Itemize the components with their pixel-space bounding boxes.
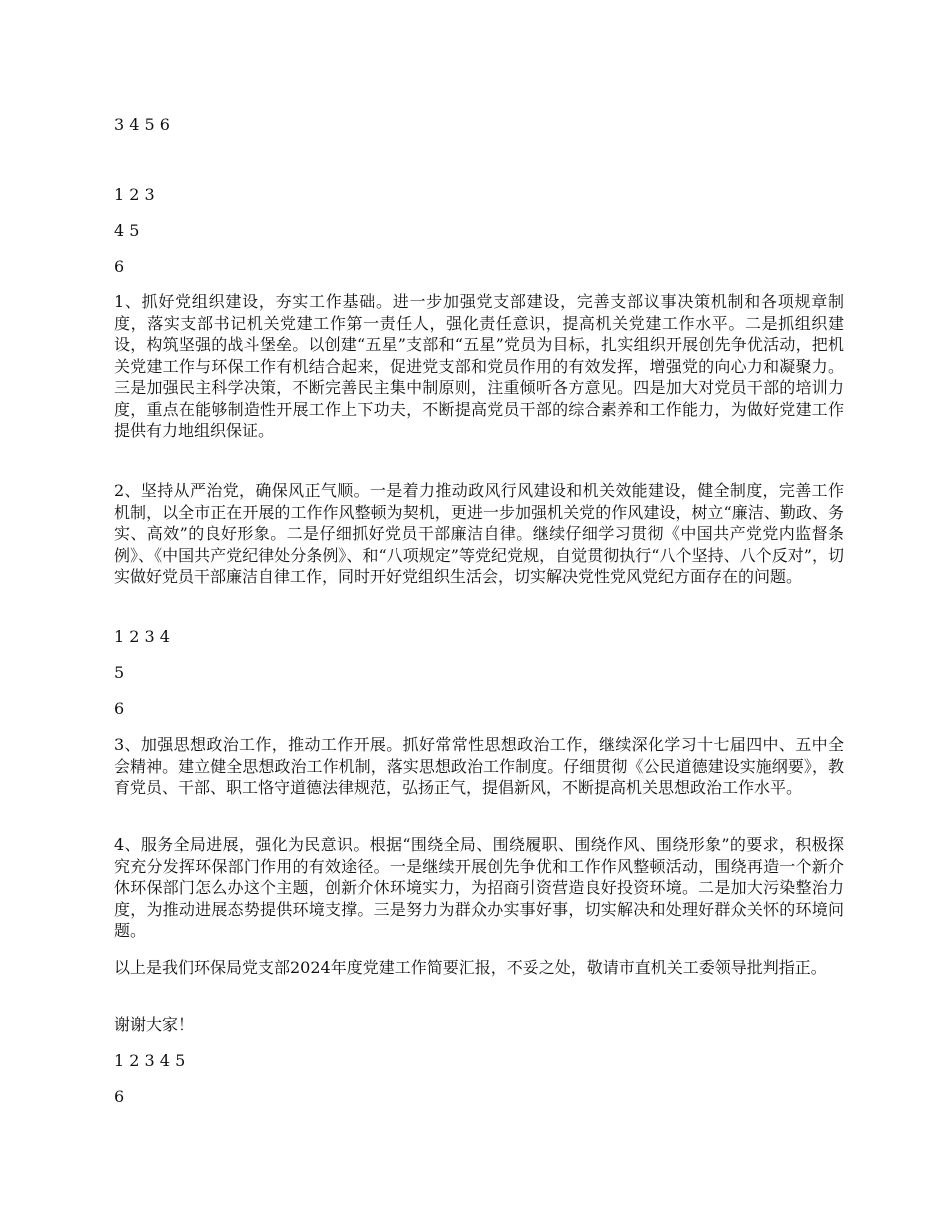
page-number-line: 6	[114, 257, 125, 276]
paragraph-serve-overall: 4、服务全局进展，强化为民意识。根据“围绕全局、围绕履职、围绕作风、围绕形象”的要求，积极探究充分发挥环保部门作用的有效途径。一是继续开展创先争优和工作作风整顿活动，围绕再造一个新介休环保部门怎么办这个主题，创新介休环境实力，为招商引资营造良好投资环境。二是加大污染整治力度，为推动进展态势提供环境支撑。三是努力为群众办实事好事，切实解决和处理好群众关怀的环境问题。	[114, 835, 844, 940]
page-number-line: 6	[114, 1087, 125, 1106]
page-number-line: 4 5	[114, 221, 140, 240]
page-number-line: 1 2 3	[114, 185, 155, 204]
page-number-line: 5	[114, 663, 125, 682]
page-number-line: 1 2 3 4	[114, 627, 170, 646]
paragraph-party-organization: 1、抓好党组织建设，夯实工作基础。进一步加强党支部建设，完善支部议事决策机制和各项规章制度，落实支部书记机关党建工作第一责任人，强化责任意识，提高机关党建工作水平。二是抓组织建设，构筑坚强的战斗堡垒。以创建“五星”支部和“五星”党员为目标，扎实组织开展创先争优活动，把机关党建工作与环保工作有机结合起来，促进党支部和党员作用的有效发挥，增强党的向心力和凝聚力。三是加强民主科学决策，不断完善民主集中制原则，注重倾听各方意见。四是加大对党员干部的培训力度，重点在能够制造性开展工作上下功夫，不断提高党员干部的综合素养和工作能力，为做好党建工作提供有力地组织保证。	[114, 292, 844, 440]
paragraph-political-work: 3、加强思想政治工作，推动工作开展。抓好常常性思想政治工作，继续深化学习十七届四中、五中全会精神。建立健全思想政治工作机制，落实思想政治工作制度。仔细贯彻《公民道德建设实施纲要》，教育党员、干部、职工恪守道德法律规范，弘扬正气，提倡新风，不断提高机关思想政治工作水平。	[114, 735, 844, 797]
page-number-line: 6	[114, 699, 125, 718]
page-number-line: 1 2 3 4 5	[114, 1051, 186, 1070]
paragraph-strict-governance: 2、坚持从严治党，确保风正气顺。一是着力推动政风行风建设和机关效能建设，健全制度，完善工作机制，以全市正在开展的工作作风整顿为契机，更进一步加强机关党的作风建设，树立“廉洁、勤政、务实、高效”的良好形象。二是仔细抓好党员干部廉洁自律。继续仔细学习贯彻《中国共产党党内监督条例》、《中国共产党纪律处分条例》、和“八项规定”等党纪党规，自觉贯彻执行“八个坚持、八个反对”，切实做好党员干部廉洁自律工作，同时开好党组织生活会，切实解决党性党风党纪方面存在的问题。	[114, 481, 844, 586]
paragraph-closing-report: 以上是我们环保局党支部2024年度党建工作简要汇报，不妥之处，敬请市直机关工委领导批判指正。	[114, 958, 827, 977]
thanks-line: 谢谢大家！	[114, 1015, 195, 1034]
page-number-line: 3 4 5 6	[114, 115, 170, 134]
